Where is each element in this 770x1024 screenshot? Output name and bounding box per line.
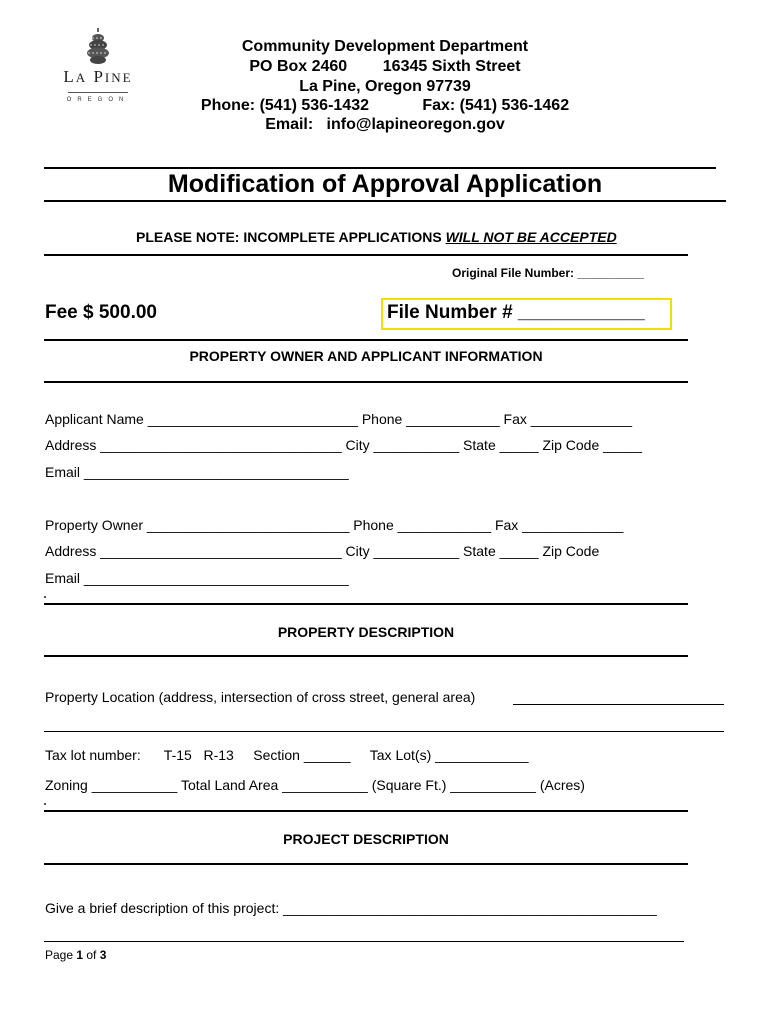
applicant-name-row[interactable]: Applicant Name ___________________________ Phone ____________ Fax _____________ [45, 411, 632, 427]
page-total: 3 [99, 948, 107, 962]
phone-fax: Phone: (541) 536-1432 Fax: (541) 536-1462 [200, 97, 570, 114]
department-name: Community Development Department [241, 38, 529, 55]
notice-emphasis: WILL NOT BE ACCEPTED [445, 229, 617, 245]
original-file-number-field[interactable]: Original File Number: __________ [452, 266, 645, 280]
project-description-field[interactable]: Give a brief description of this project: ________________________________________________ [45, 900, 657, 916]
la-pine-logo [46, 26, 150, 106]
owner-email-row[interactable]: Email __________________________________ [45, 570, 349, 586]
page-number: 1 [76, 948, 84, 962]
tax-lot-row[interactable]: Tax lot number: T-15 R-13 Section ______ Tax Lot(s) ____________ [45, 747, 529, 763]
logo-wordmark: LA PINE [63, 67, 133, 86]
mailing-address: PO Box 2460 16345 Sixth Street [249, 58, 521, 75]
zoning-row[interactable]: Zoning ___________ Total Land Area ___________ (Square Ft.) ___________ (Acres) [45, 777, 585, 793]
pinecone-icon [46, 26, 150, 66]
file-number-field[interactable]: File Number # ____________ [387, 302, 645, 323]
applicant-email-row[interactable]: Email __________________________________ [45, 464, 349, 480]
property-section-bottom-rule [44, 655, 688, 657]
stray-mark [44, 596, 46, 598]
contact-email: Email: info@lapineoregon.gov [265, 116, 505, 133]
property-location-continuation-line[interactable] [44, 731, 724, 732]
page-prefix: Page [45, 948, 77, 962]
owner-name-row[interactable]: Property Owner __________________________ Phone ____________ Fax _____________ [45, 517, 624, 533]
property-section-heading: PROPERTY DESCRIPTION [277, 624, 455, 640]
property-location-label: Property Location (address, intersection of cross street, general area) [45, 689, 476, 705]
incomplete-notice [136, 229, 617, 245]
owner-address-row[interactable]: Address _______________________________ City ___________ State _____ Zip Code [45, 543, 600, 559]
project-section-bottom-rule [44, 863, 688, 865]
page-indicator [45, 948, 106, 962]
owner-section-top-rule [44, 339, 688, 341]
logo-divider [68, 92, 128, 93]
stray-mark [44, 803, 46, 805]
page-of: of [83, 948, 100, 962]
notice-text: PLEASE NOTE: INCOMPLETE APPLICATIONS [136, 229, 446, 245]
title-top-rule [44, 167, 716, 169]
applicant-address-row[interactable]: Address _______________________________ City ___________ State _____ Zip Code _____ [45, 437, 643, 453]
owner-section-bottom-rule [44, 381, 688, 383]
owner-section-heading: PROPERTY OWNER AND APPLICANT INFORMATION [189, 348, 543, 364]
project-section-top-rule [44, 810, 688, 812]
property-location-input-line[interactable] [513, 704, 724, 705]
logo-subtitle: OREGON [66, 97, 130, 103]
project-section-heading: PROJECT DESCRIPTION [283, 831, 449, 847]
title-bottom-rule [44, 200, 726, 202]
city-state-zip: La Pine, Oregon 97739 [299, 78, 471, 95]
property-section-top-rule [44, 603, 688, 605]
page-title: Modification of Approval Application [167, 170, 603, 198]
project-description-line[interactable] [44, 941, 684, 942]
fee-amount: Fee $ 500.00 [45, 302, 157, 323]
notice-rule [44, 254, 688, 256]
